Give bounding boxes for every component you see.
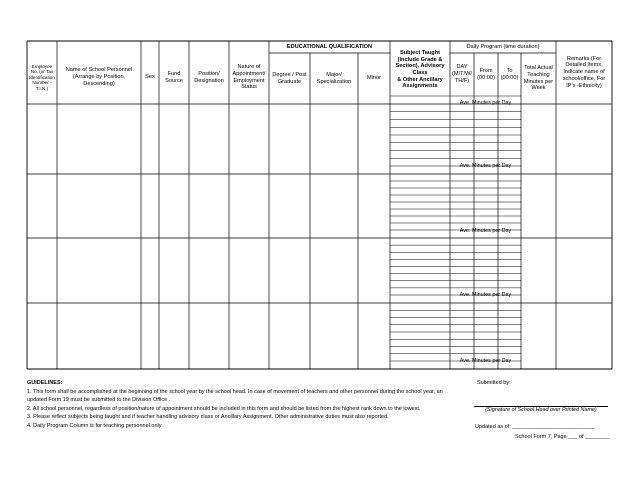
col-major: Major/ Specialization xyxy=(316,71,352,85)
col-daily-program: Daily Program (time duration) xyxy=(466,43,540,50)
signature-caption: (Signature of School Head over Printed Name) xyxy=(485,407,597,413)
col-fund-source: Fund Source xyxy=(165,70,183,84)
form-page-number: School Form 7, Page ___ of ________ xyxy=(515,434,610,440)
guideline-line: 4. Daily Program Column is for teaching personnel only. xyxy=(27,422,163,429)
guidelines-title: GUIDELINES: xyxy=(27,380,63,386)
col-minor: Minor xyxy=(367,75,381,82)
ave-minutes-per-day-label: Ave. Minutes per Day xyxy=(459,358,512,364)
col-educational-qualification: EDUCATIONAL QUALIFICATION xyxy=(286,43,373,50)
col-subject-taught: Subject Taught (include Grade & Section), Advisory Class & Other Ancillary Assignments xyxy=(395,49,445,90)
col-from: From (00:00) xyxy=(477,67,495,81)
col-nature-of-appointment: Nature of Appointment/ Employment Status xyxy=(232,64,266,91)
col-name: Name of School Personnel (Arrange by Position, Descending) xyxy=(65,67,133,87)
submitted-by-label: Submitted by: xyxy=(477,380,511,386)
col-remarks: Remarks (For Detailed Items, Indicate name of school/office, For IP's -Ethnicity) xyxy=(562,55,606,89)
guideline-line: 2. All school personnel, regardless of position/nature of appointment should be included in this form and should be listed from the highest rank down to the lowest. xyxy=(27,405,421,412)
col-sex: Sex xyxy=(145,74,155,81)
col-position: Position/ Designation xyxy=(194,70,224,84)
guideline-line: updated Form 19 must be submitted to the Division Office . xyxy=(27,397,171,404)
guidelines xyxy=(27,379,467,431)
col-degree: Degree / Post Graduate xyxy=(272,71,307,85)
col-total-actual-minutes: Total Actual Teaching Minutes per Week xyxy=(523,65,554,92)
col-day: DAY (M/T/W/ TH/F) xyxy=(452,64,472,84)
guideline-line: 3. Please reflect subjects being taught and if teacher handling advisory class or Ancillary Assignment. Other administrative duties must also reported. xyxy=(27,414,389,421)
col-employee-no: Employee No. (or Tax Identification Number - T.I.N.) xyxy=(29,63,55,91)
ave-minutes-per-day-label: Ave. Minutes per Day xyxy=(459,228,512,234)
updated-as-of: Updated as of: ___________________________ xyxy=(475,424,595,430)
col-to: To (00:00) xyxy=(500,67,519,81)
ave-minutes-per-day-label: Ave. Minutes per Day xyxy=(459,292,512,298)
guideline-line: 1. This form shall be accomplished at the beginning of the school year by the school head. In case of movement of teachers and other personnel during the school year, an xyxy=(27,388,443,395)
ave-minutes-per-day-label: Ave. Minutes per Day xyxy=(459,163,512,169)
ave-minutes-per-day-label: Ave. Minutes per Day xyxy=(459,100,512,106)
